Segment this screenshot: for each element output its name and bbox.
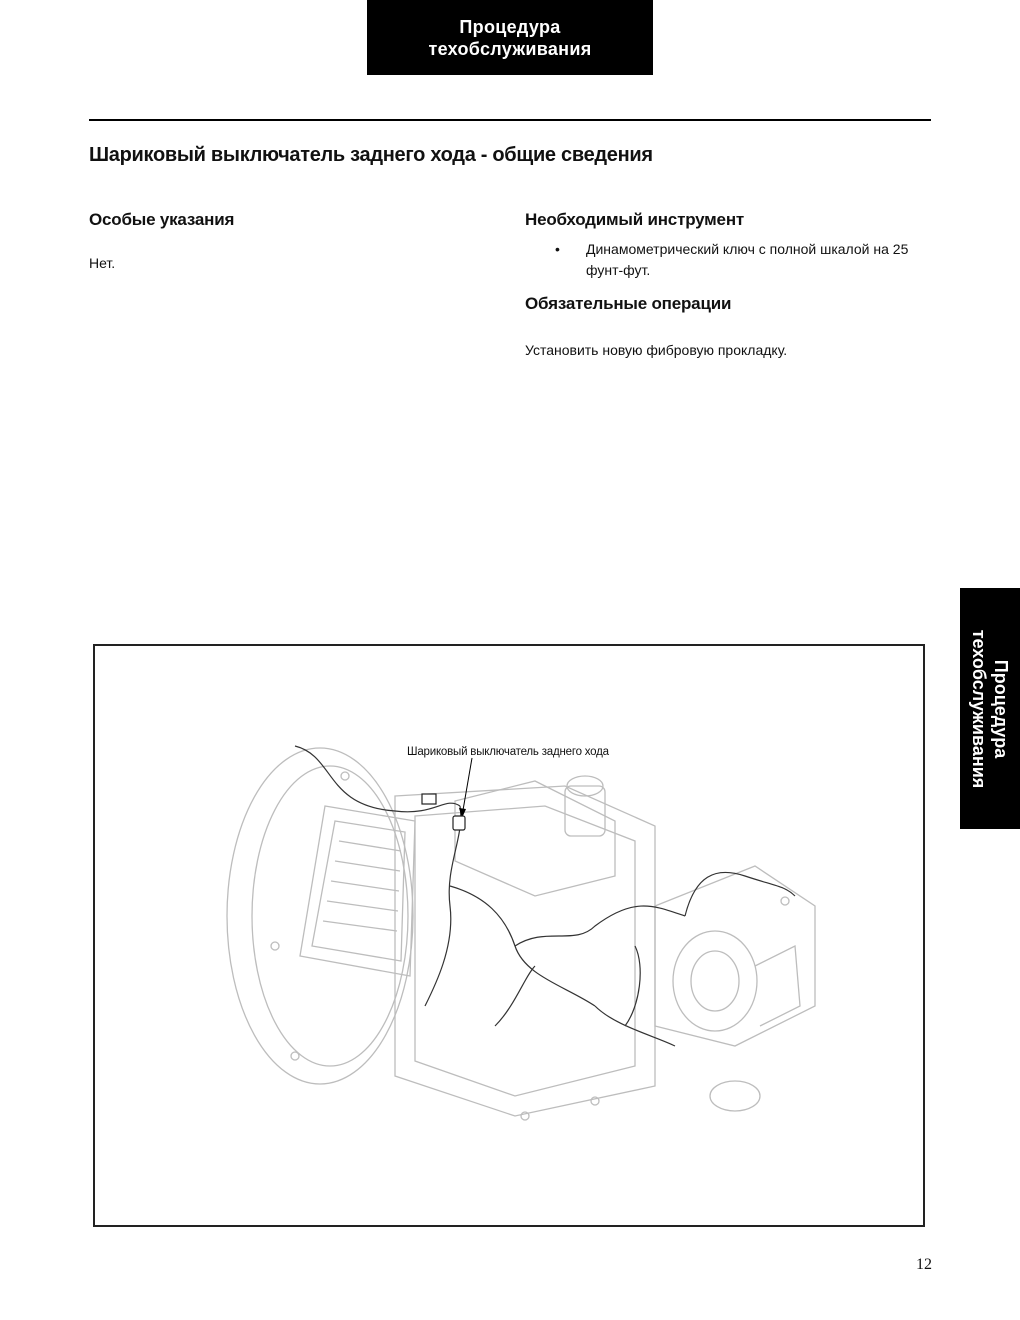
required-operations-text: Установить новую фибровую прокладку. bbox=[525, 342, 788, 358]
required-tool-item: Динамометрический ключ с полной шкалой на 25 фунт-фут. bbox=[586, 241, 909, 278]
header-divider bbox=[89, 119, 931, 121]
page-number: 12 bbox=[916, 1256, 932, 1273]
required-tools-heading: Необходимый инструмент bbox=[525, 210, 745, 229]
transmission-illustration bbox=[95, 646, 923, 1225]
side-tab-line2: техобслуживания bbox=[969, 629, 989, 788]
bullet-marker: • bbox=[555, 241, 560, 257]
section-header-line2: техобслуживания bbox=[428, 38, 592, 59]
side-tab-line1: Процедура bbox=[991, 659, 1011, 758]
section-header-line1: Процедура bbox=[459, 16, 561, 37]
reverse-switch-callout: Шариковый выключатель заднего хода bbox=[407, 746, 609, 758]
required-operations-heading: Обязательные операции bbox=[525, 294, 732, 313]
special-notes-heading: Особые указания bbox=[89, 210, 235, 229]
special-notes-text: Нет. bbox=[89, 255, 116, 271]
side-section-tab bbox=[960, 588, 1020, 829]
section-header-tab bbox=[367, 0, 653, 75]
figure-frame bbox=[93, 644, 925, 1227]
page-title: Шариковый выключатель заднего хода - общие сведения bbox=[89, 144, 653, 166]
